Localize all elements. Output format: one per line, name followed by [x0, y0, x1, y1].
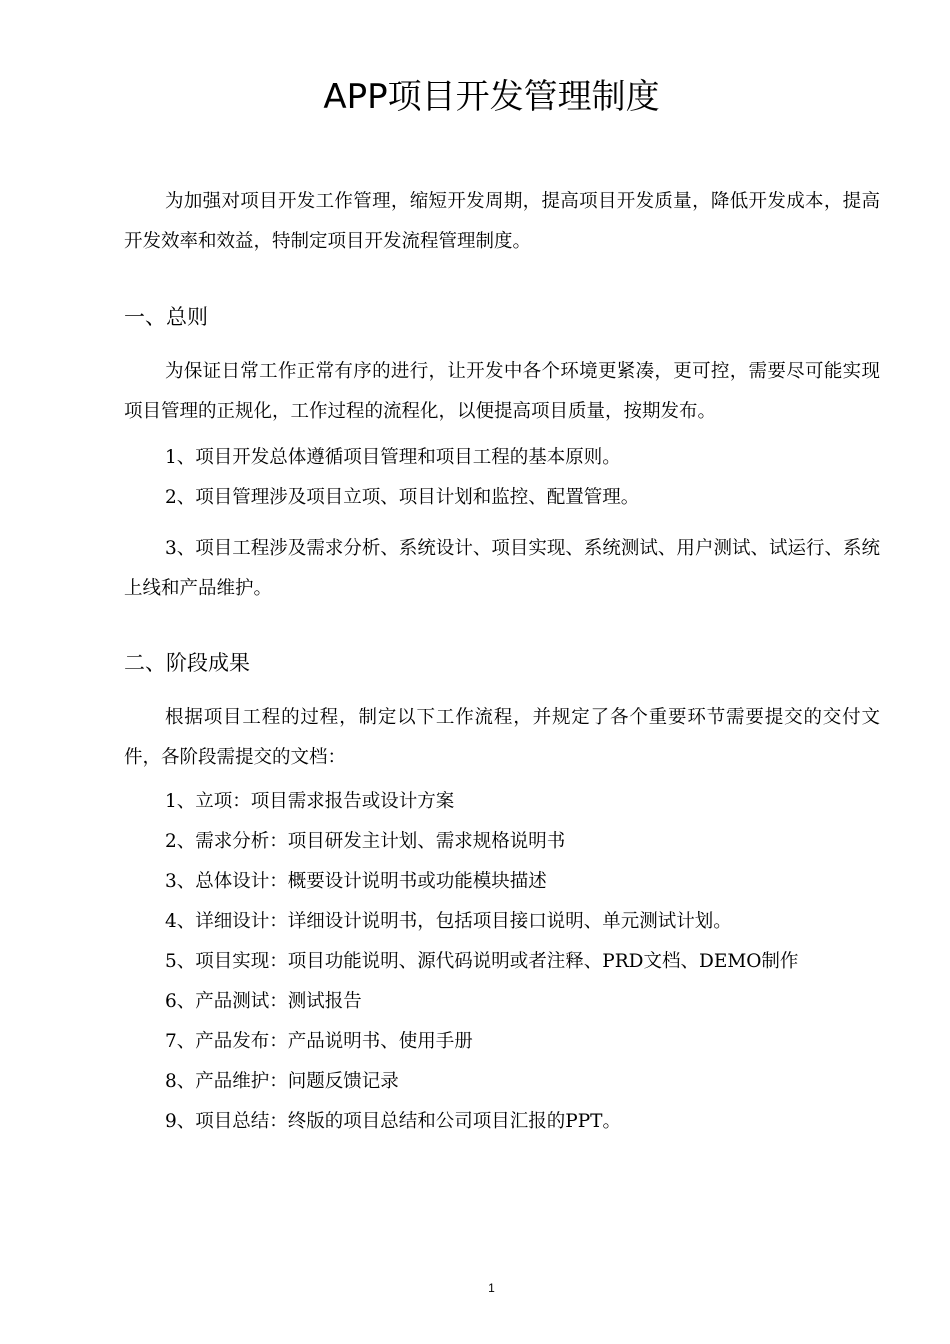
general-paragraph: 为保证日常工作正常有序的进行，让开发中各个环境更紧凑，更可控，需要尽可能实现项目管理的正规化，工作过程的流程化，以便提高项目质量，按期发布。 — [124, 361, 880, 422]
section-heading-deliverables: 二、阶段成果 — [124, 651, 250, 675]
document-title: APP项目开发管理制度 — [323, 77, 660, 117]
list-item: 2、项目管理涉及项目立项、项目计划和监控、配置管理。 — [165, 487, 640, 508]
list-item: 7、产品发布：产品说明书、使用手册 — [165, 1031, 473, 1052]
general-item-3: 3、项目工程涉及需求分析、系统设计、项目实现、系统测试、用户测试、试运行、系统上线和产品维护。 — [124, 538, 880, 599]
list-item: 8、产品维护：问题反馈记录 — [165, 1071, 399, 1092]
deliverables-paragraph: 根据项目工程的过程，制定以下工作流程，并规定了各个重要环节需要提交的交付文件，各阶段需提交的文档： — [124, 707, 880, 768]
list-item: 2、需求分析：项目研发主计划、需求规格说明书 — [165, 831, 566, 852]
section-heading-general: 一、总则 — [124, 305, 208, 329]
list-item: 4、详细设计：详细设计说明书，包括项目接口说明、单元测试计划。 — [165, 911, 732, 932]
list-item: 5、项目实现：项目功能说明、源代码说明或者注释、PRD文档、DEMO制作 — [165, 951, 799, 972]
deliverables-list — [124, 782, 884, 1142]
page-number: 1 — [488, 1281, 495, 1295]
intro-paragraph: 为加强对项目开发工作管理，缩短开发周期，提高项目开发质量，降低开发成本，提高开发效率和效益，特制定项目开发流程管理制度。 — [124, 191, 880, 252]
general-list — [124, 438, 884, 518]
list-item: 1、项目开发总体遵循项目管理和项目工程的基本原则。 — [165, 447, 621, 468]
list-item: 9、项目总结：终版的项目总结和公司项目汇报的PPT。 — [165, 1111, 622, 1132]
list-item: 1、立项：项目需求报告或设计方案 — [165, 791, 455, 812]
list-item: 6、产品测试：测试报告 — [165, 991, 362, 1012]
list-item: 3、总体设计：概要设计说明书或功能模块描述 — [165, 871, 547, 892]
